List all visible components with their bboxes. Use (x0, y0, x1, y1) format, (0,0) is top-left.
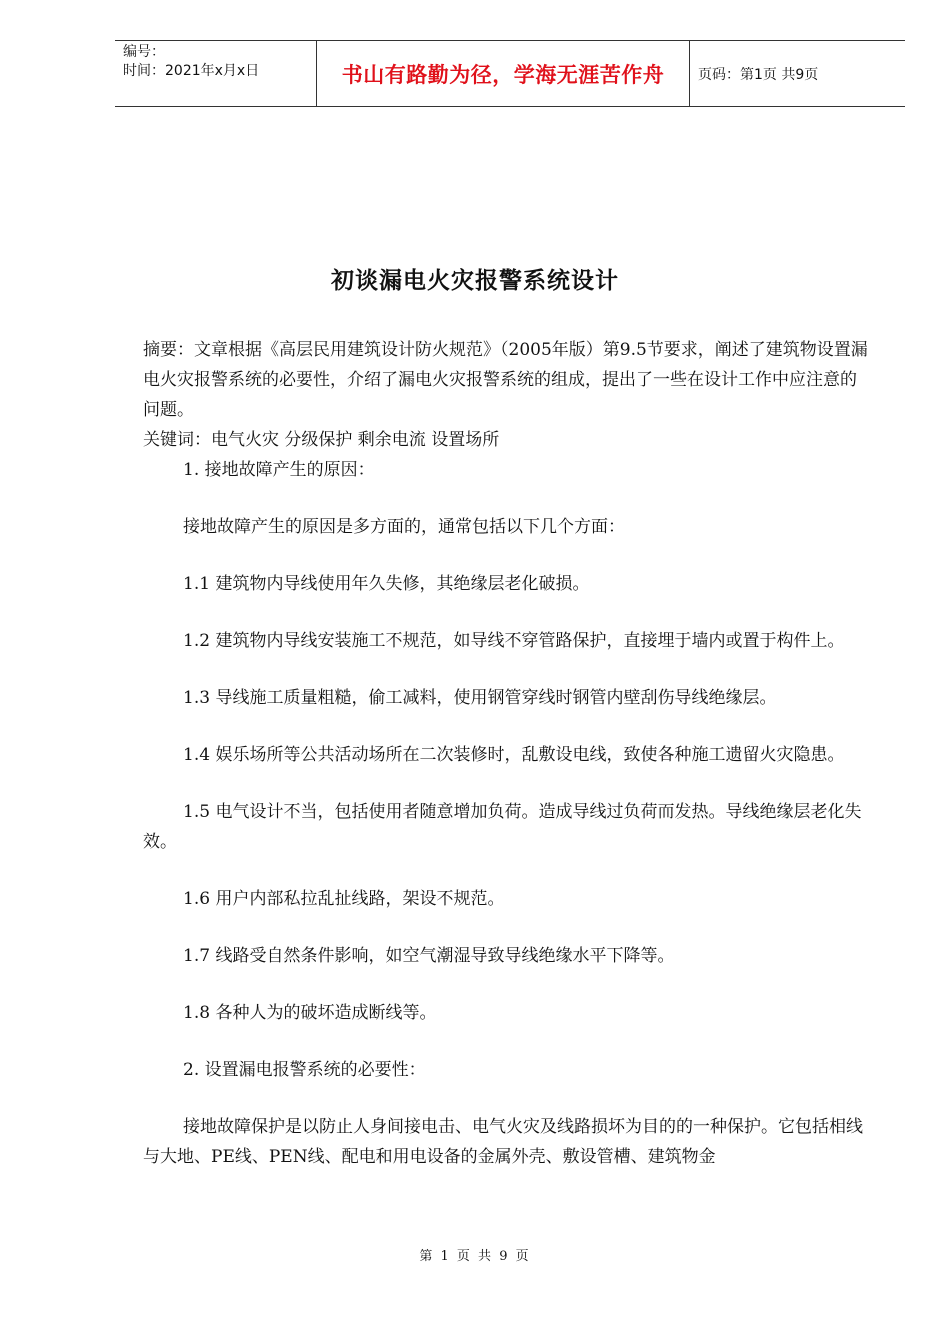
list-item: 1.5 电气设计不当，包括使用者随意增加负荷。造成导线过负荷而发热。导线绝缘层老化失效。 (143, 802, 862, 852)
list-item: 1.6 用户内部私拉乱扯线路，架设不规范。 (183, 889, 505, 909)
section-heading-2: 2. 设置漏电报警系统的必要性： (183, 1060, 426, 1080)
document-title: 初谈漏电火灾报警系统设计 (331, 267, 619, 294)
section-heading-1: 1. 接地故障产生的原因： (183, 460, 375, 480)
list-item: 1.4 娱乐场所等公共活动场所在二次装修时，乱敷设电线，致使各种施工遗留火灾隐患。 (183, 745, 845, 765)
abstract: 摘要：文章根据《高层民用建筑设计防火规范》（2005年版）第9.5节要求，阐述了建筑物设置漏电火灾报警系统的必要性，介绍了漏电火灾报警系统的组成，提出了一些在设计工作中应注意的问题。 (143, 340, 868, 420)
header-motto: 书山有路勤为径，学海无涯苦作舟 (341, 62, 665, 87)
document-body (143, 335, 873, 1172)
paragraph: 接地故障产生的原因是多方面的，通常包括以下几个方面： (183, 517, 625, 537)
header-motto-cell (316, 41, 690, 106)
date-label: 时间：2021年x月x日 (123, 63, 260, 79)
list-item: 1.1 建筑物内导线使用年久失修，其绝缘层老化破损。 (183, 574, 590, 594)
header-page-info: 页码：第1页 共9页 (698, 66, 819, 83)
list-item: 1.7 线路受自然条件影响，如空气潮湿导致导线绝缘水平下降等。 (183, 946, 675, 966)
paragraph: 接地故障保护是以防止人身间接电击、电气火灾及线路损坏为目的的一种保护。它包括相线与大地、PE线、PEN线、配电和用电设备的金属外壳、敷设管槽、建筑物金 (143, 1117, 863, 1167)
keywords: 关键词：电气火灾 分级保护 剩余电流 设置场所 (143, 430, 500, 450)
page-footer: 第 1 页 共 9 页 (419, 1249, 531, 1264)
list-item: 1.2 建筑物内导线安装施工不规范，如导线不穿管路保护，直接埋于墙内或置于构件上。 (183, 631, 845, 651)
list-item: 1.3 导线施工质量粗糙，偷工减料，使用钢管穿线时钢管内壁刮伤导线绝缘层。 (183, 688, 777, 708)
page-header (115, 40, 905, 107)
list-item: 1.8 各种人为的破坏造成断线等。 (183, 1003, 437, 1023)
header-meta (115, 41, 316, 106)
serial-label: 编号： (123, 44, 165, 60)
